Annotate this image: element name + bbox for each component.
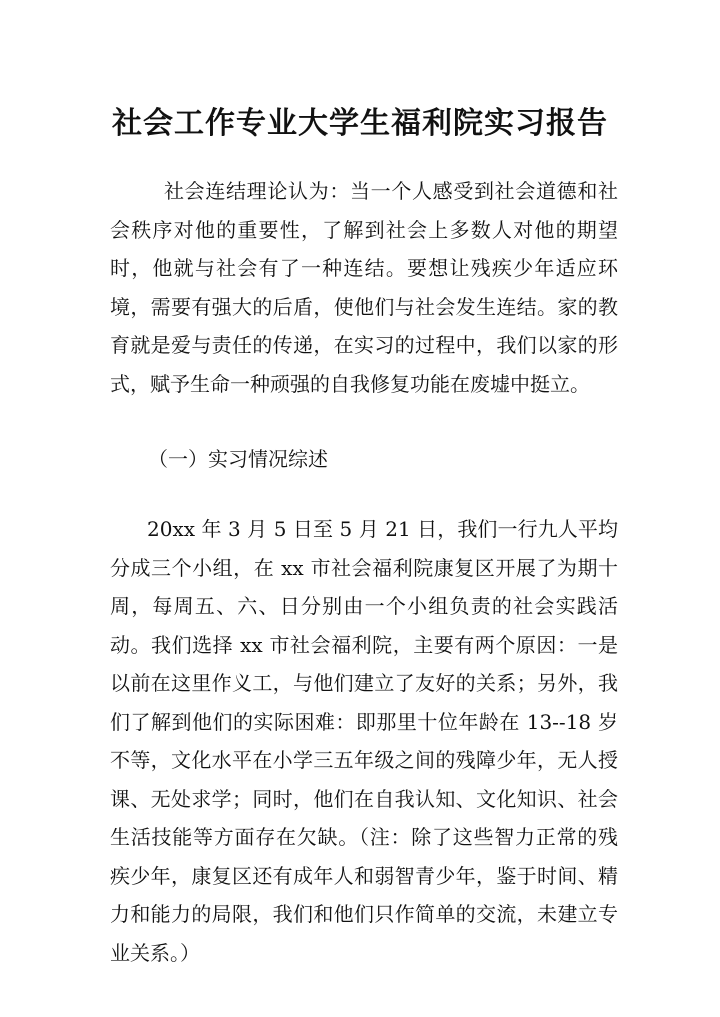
- intro-paragraph: 社会连结理论认为：当一个人感受到社会道德和社会秩序对他的重要性，了解到社会上多数人对他的期望时，他就与社会有了一种连结。要想让残疾少年适应环境，需要有强大的后盾，使他们与社会发生连结。家的教育就是爱与责任的传递，在实习的过程中，我们以家的形式，赋予生命一种顽强的自我修复功能在废墟中挺立。: [110, 179, 618, 396]
- document-title: 社会工作专业大学生福利院实习报告: [112, 106, 608, 142]
- overview-paragraph: 20xx 年 3 月 5 日至 5 月 21 日，我们一行九人平均分成三个小组，在 xx 市社会福利院康复区开展了为期十周，每周五、六、日分别由一个小组负责的社会实践活动。我们选择 xx 市社会福利院，主要有两个原因：一是以前在这里作义工，与他们建立了友好的关系；另外，我们了解到他们的实际困难：即那里十位年龄在 13--18 岁不等，文化水平在小学三五年级之间的残障少年，无人授课、无处求学；同时，他们在自我认知、文化知识、社会生活技能等方面存在欠缺。（注：除了这些智力正常的残疾少年，康复区还有成年人和弱智青少年，鉴于时间、精力和能力的局限，我们和他们只作简单的交流，未建立专业关系。）: [110, 517, 618, 965]
- section-heading: （一）实习情况综述: [148, 447, 328, 471]
